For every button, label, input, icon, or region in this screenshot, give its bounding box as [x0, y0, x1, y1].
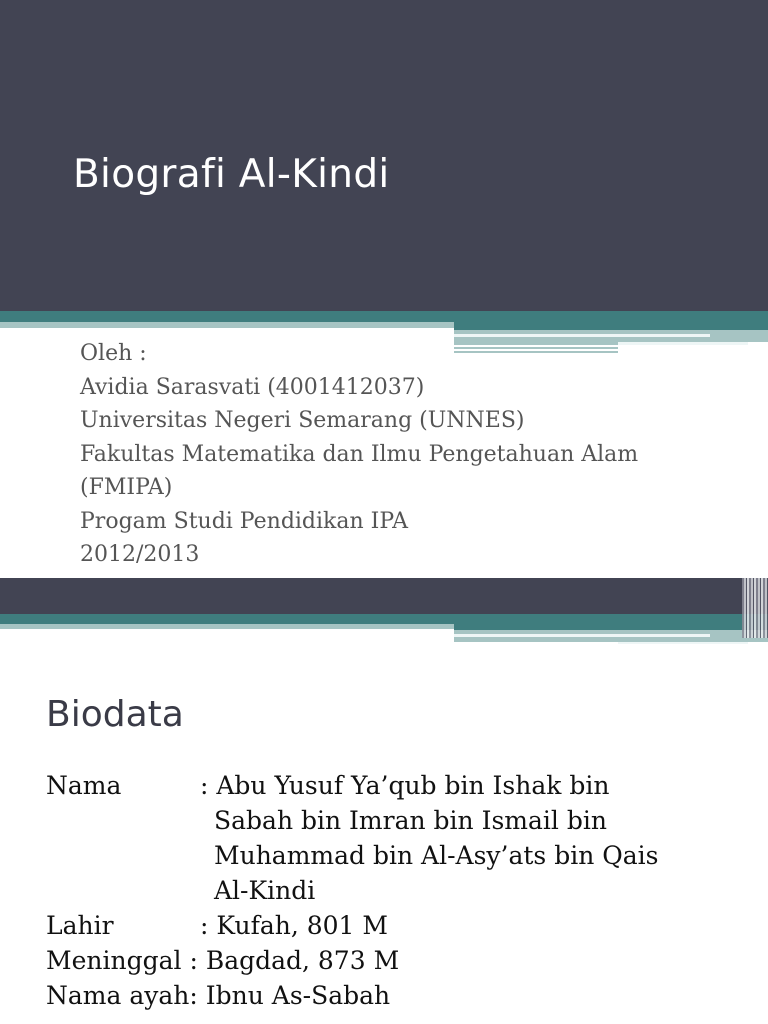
- author-info: [80, 337, 638, 572]
- teal-stripe: [0, 614, 768, 624]
- field-value-continuation: Sabah bin Imran bin Ismail bin: [214, 806, 607, 835]
- field-value-continuation: Muhammad bin Al-Asy’ats bin Qais: [214, 841, 659, 870]
- title-header-band: [0, 0, 768, 311]
- teal-stripe-right: [454, 322, 768, 330]
- field-label: Meninggal: [46, 946, 182, 975]
- field-value: : Abu Yusuf Ya’qub bin Ishak bin: [200, 771, 610, 800]
- faculty: Fakultas Matematika dan Ilmu Pengetahuan Alam: [80, 441, 639, 467]
- biodata-heading: Biodata: [46, 694, 184, 735]
- university: Universitas Negeri Semarang (UNNES): [80, 408, 525, 433]
- study-program: Progam Studi Pendidikan IPA: [80, 508, 409, 534]
- slide-edge-stripes: [742, 578, 768, 638]
- field-label: Nama: [46, 771, 122, 800]
- faculty-abbrev: (FMIPA): [80, 475, 173, 500]
- field-row-nama-ayah: [46, 978, 658, 1013]
- field-row-meninggal: [46, 943, 658, 978]
- teal-stripe: [0, 311, 768, 322]
- field-value: : Ibnu As-Sabah: [189, 981, 391, 1010]
- field-value: : Bagdad, 873 M: [181, 946, 400, 975]
- light-stripe-left: [0, 624, 454, 629]
- biodata-list: [46, 768, 658, 1013]
- field-value-continuation: Al-Kindi: [214, 876, 316, 905]
- field-row-lahir: [46, 908, 658, 943]
- field-label: Lahir: [46, 911, 114, 940]
- author-name: Avidia Sarasvati (4001412037): [80, 374, 425, 400]
- by-label: Oleh :: [80, 341, 147, 366]
- white-line: [454, 634, 710, 637]
- slide2-header-band: [0, 578, 768, 614]
- academic-year: 2012/2013: [80, 542, 200, 567]
- accent-band-bottom: [0, 614, 768, 644]
- slide-title: Biografi Al-Kindi: [73, 152, 390, 197]
- white-line: [618, 642, 748, 644]
- light-stripe-left: [0, 322, 454, 328]
- field-label: Nama ayah: [46, 981, 190, 1010]
- field-value: : Kufah, 801 M: [200, 911, 389, 940]
- field-row-nama: [46, 768, 658, 803]
